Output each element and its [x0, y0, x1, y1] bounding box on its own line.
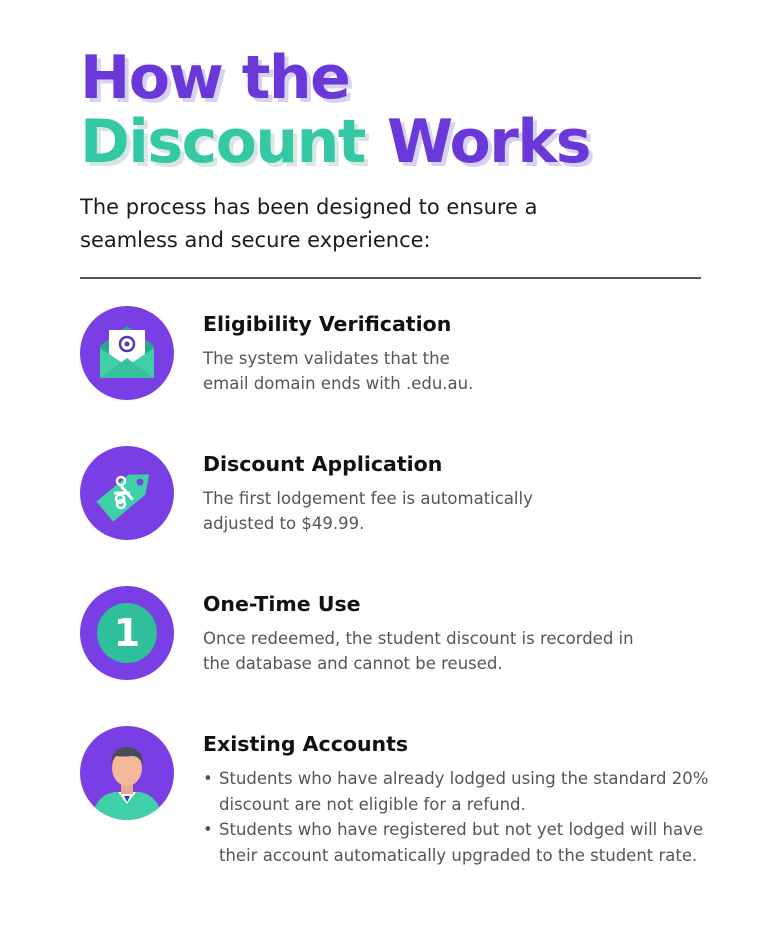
- intro-text: The process has been designed to ensure a seamless and secure experience:: [80, 195, 538, 252]
- title-line-2: [80, 107, 590, 177]
- title-how-the: How the: [80, 43, 350, 113]
- step-description: Once redeemed, the student discount is recorded in the database and cannot be reused.: [203, 629, 634, 673]
- step-description: The first lodgement fee is automatically adjusted to $49.99.: [203, 489, 533, 533]
- step-heading: Eligibility Verification: [203, 312, 452, 336]
- step-description: The system validates that the email domain ends with .edu.au.: [203, 349, 474, 393]
- step-heading: Discount Application: [203, 452, 443, 476]
- step-heading: One-Time Use: [203, 592, 361, 616]
- discount-tag-icon: [80, 446, 174, 540]
- list-item: • Students who have already lodged using the standard 20% discount are not eligible for a refund.: [203, 766, 713, 817]
- step-heading: Existing Accounts: [203, 732, 409, 756]
- title-works: Works: [386, 107, 590, 177]
- existing-accounts-list: [203, 766, 713, 868]
- email-icon: [80, 306, 174, 400]
- list-item: • Students who have registered but not yet lodged will have their account automatically upgraded to the student rate.: [203, 817, 713, 868]
- title-line-1: [80, 43, 590, 113]
- divider: [80, 277, 701, 279]
- person-avatar-icon: [80, 726, 174, 820]
- page-title: [80, 43, 590, 177]
- number-one-icon: [80, 586, 174, 680]
- number-one-text: 1: [113, 611, 141, 655]
- title-discount: Discount: [80, 107, 365, 177]
